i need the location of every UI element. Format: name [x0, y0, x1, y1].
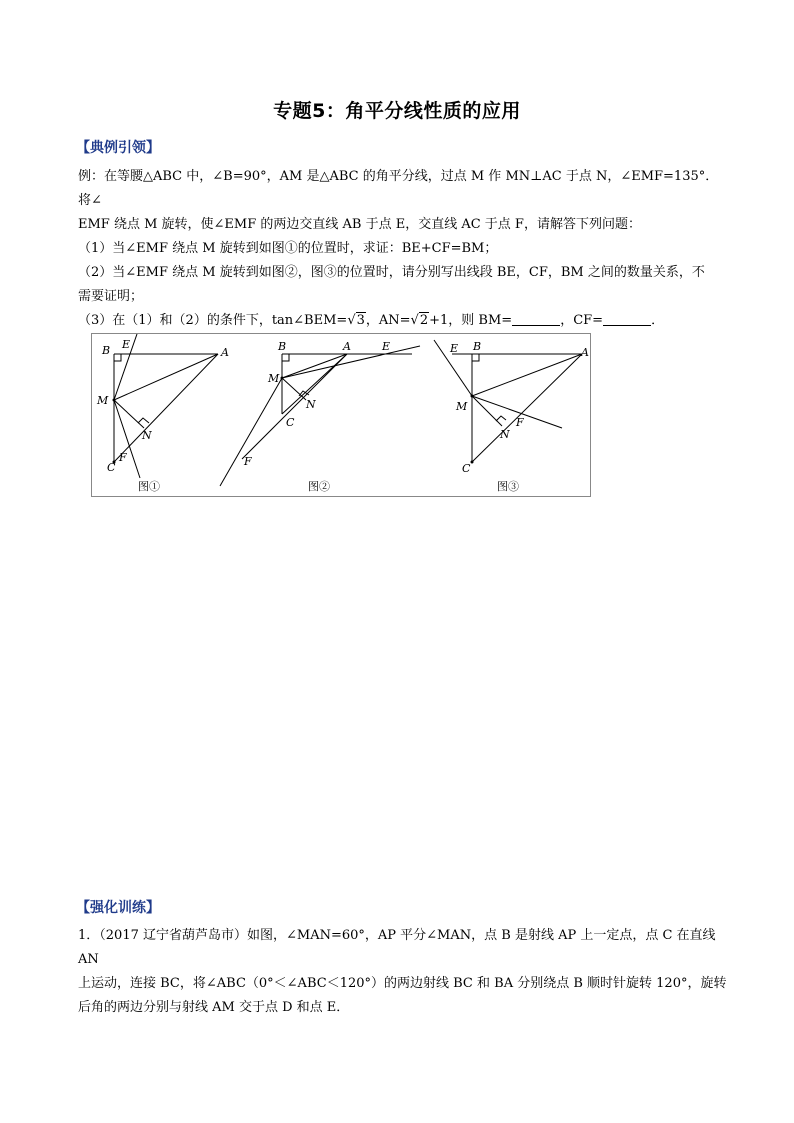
answer-blank-bm[interactable] [512, 311, 560, 326]
question-2a: （2）当∠EMF 绕点 M 旋转到如图②，图③的位置时，请分别写出线段 BE，CF，BM 之间的数量关系，不 [78, 265, 705, 280]
figure-box [91, 333, 591, 497]
practice-heading: 【强化训练】 [76, 900, 160, 916]
example-line-1: 例：在等腰△ABC 中，∠B=90°，AM 是△ABC 的角平分线，过点 M 作 MN⊥AC 于点 N，∠EMF=135°．将∠ [78, 169, 719, 208]
example-line-2: EMF 绕点 M 旋转，使∠EMF 的两边交直线 AB 于点 E，交直线 AC 于点 F，请解答下列问题： [78, 217, 641, 232]
fig2-label-m: M [268, 372, 280, 385]
fig1-label-f: F [119, 451, 127, 464]
fig2-caption: 图② [308, 480, 330, 493]
fig1-label-b: B [102, 344, 111, 357]
fig2-label-n: N [306, 398, 316, 411]
geometry-figures [92, 334, 592, 498]
fig1-label-a: A [221, 346, 229, 359]
fig3-point-m [471, 395, 474, 398]
figure-1 [114, 334, 218, 478]
fig2-label-c: C [286, 416, 295, 429]
fig1-label-n: N [142, 429, 152, 442]
fig1-label-m: M [97, 394, 109, 407]
fig1-label-e: E [122, 338, 131, 351]
sqrt-3: √3 [347, 313, 365, 328]
fig2-label-e: E [382, 340, 391, 353]
question-1: （1）当∠EMF 绕点 M 旋转到如图①的位置时，求证：BE+CF=BM； [78, 241, 498, 256]
fig2-label-f: F [244, 455, 252, 468]
fig3-label-f: F [516, 416, 524, 429]
fig3-label-n: N [500, 428, 510, 441]
fig2-point-m [281, 377, 284, 380]
question-2b: 需要证明； [78, 289, 144, 304]
question-3: （3）在（1）和（2）的条件下，tan∠BEM=√3，AN=√2+1，则 BM= ，CF= ． [78, 309, 728, 333]
practice-line-2: 上运动，连接 BC，将∠ABC（0°＜∠ABC＜120°）的两边射线 BC 和 BA 分别绕点 B 顺时针旋转 120°，旋转 [78, 976, 727, 991]
practice-line-3: 后角的两边分别与射线 AM 交于点 D 和点 E． [78, 1000, 350, 1015]
fig3-label-m: M [456, 400, 468, 413]
fig3-label-b: B [473, 340, 482, 353]
example-text [78, 165, 728, 333]
fig1-point-m [113, 399, 116, 402]
example-heading: 【典例引领】 [76, 140, 160, 156]
practice-text [78, 924, 728, 1020]
sqrt-2: √2 [410, 313, 429, 328]
fig3-label-c: C [462, 462, 471, 475]
answer-blank-cf[interactable] [603, 311, 651, 326]
fig2-label-b: B [278, 340, 287, 353]
fig3-point-c [471, 461, 474, 464]
fig2-label-a: A [343, 340, 351, 353]
fig3-label-a: A [581, 346, 589, 359]
fig1-caption: 图① [138, 480, 160, 493]
fig1-label-c: C [107, 461, 116, 474]
practice-line-1: 1．（2017 辽宁省葫芦岛市）如图，∠MAN=60°，AP 平分∠MAN，点 B 是射线 AP 上一定点，点 C 在直线 AN [78, 928, 716, 967]
fig3-caption: 图③ [497, 480, 519, 493]
fig3-label-e: E [450, 342, 459, 355]
page-title: 专题5：角平分线性质的应用 [273, 100, 521, 122]
